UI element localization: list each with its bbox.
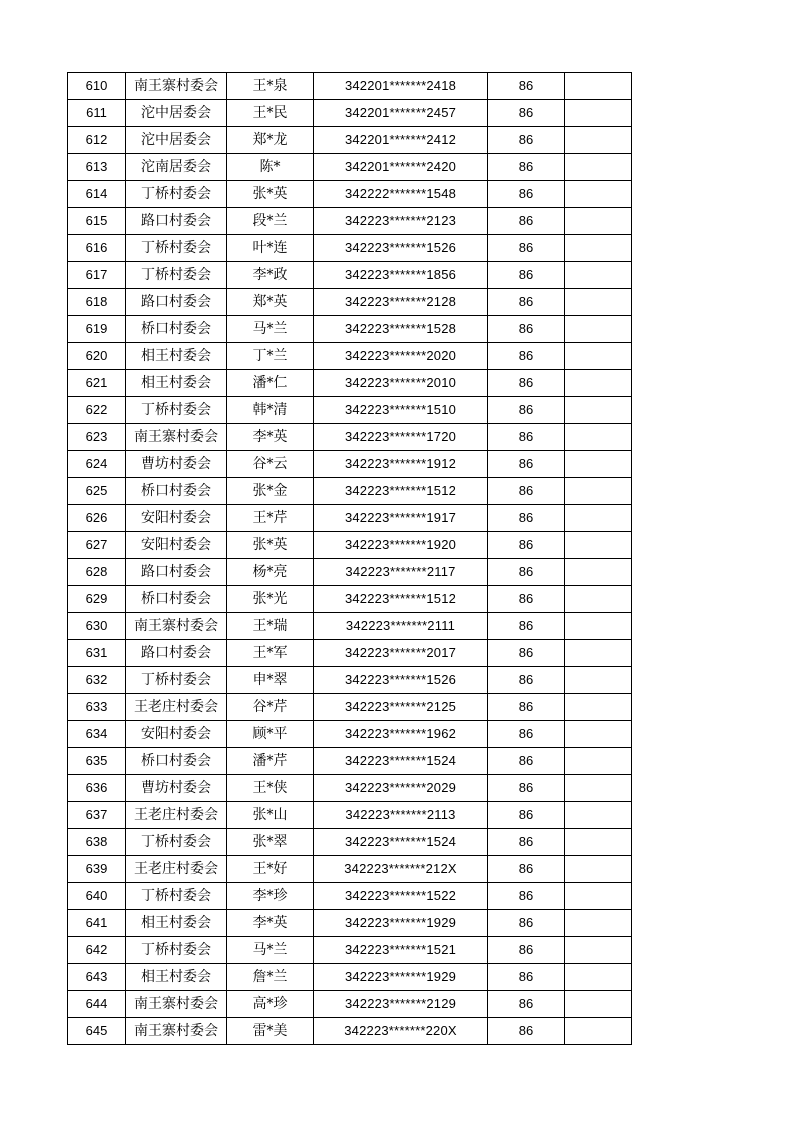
row-number-cell: 611 bbox=[68, 100, 126, 127]
village-committee-cell: 相王村委会 bbox=[126, 964, 227, 991]
amount-cell: 86 bbox=[488, 829, 565, 856]
id-number-cell: 342223*******220X bbox=[314, 1018, 488, 1045]
amount-cell: 86 bbox=[488, 262, 565, 289]
person-name-cell: 詹*兰 bbox=[227, 964, 314, 991]
village-committee-cell: 曹坊村委会 bbox=[126, 451, 227, 478]
village-committee-cell: 相王村委会 bbox=[126, 343, 227, 370]
table-row bbox=[68, 532, 632, 559]
person-name-cell: 王*侠 bbox=[227, 775, 314, 802]
id-number-cell: 342223*******1929 bbox=[314, 964, 488, 991]
village-committee-cell: 沱中居委会 bbox=[126, 100, 227, 127]
village-committee-cell: 王老庄村委会 bbox=[126, 856, 227, 883]
id-number-cell: 342223*******1521 bbox=[314, 937, 488, 964]
id-number-cell: 342201*******2457 bbox=[314, 100, 488, 127]
amount-cell: 86 bbox=[488, 505, 565, 532]
village-committee-cell: 丁桥村委会 bbox=[126, 937, 227, 964]
table-row bbox=[68, 559, 632, 586]
row-number-cell: 639 bbox=[68, 856, 126, 883]
note-cell bbox=[565, 289, 632, 316]
village-committee-cell: 安阳村委会 bbox=[126, 505, 227, 532]
id-number-cell: 342223*******1526 bbox=[314, 667, 488, 694]
note-cell bbox=[565, 883, 632, 910]
person-name-cell: 张*金 bbox=[227, 478, 314, 505]
village-committee-cell: 安阳村委会 bbox=[126, 721, 227, 748]
note-cell bbox=[565, 208, 632, 235]
village-committee-cell: 桥口村委会 bbox=[126, 586, 227, 613]
table-row bbox=[68, 937, 632, 964]
amount-cell: 86 bbox=[488, 775, 565, 802]
row-number-cell: 627 bbox=[68, 532, 126, 559]
table-row bbox=[68, 73, 632, 100]
row-number-cell: 642 bbox=[68, 937, 126, 964]
note-cell bbox=[565, 856, 632, 883]
amount-cell: 86 bbox=[488, 397, 565, 424]
note-cell bbox=[565, 316, 632, 343]
row-number-cell: 644 bbox=[68, 991, 126, 1018]
note-cell bbox=[565, 694, 632, 721]
amount-cell: 86 bbox=[488, 586, 565, 613]
row-number-cell: 637 bbox=[68, 802, 126, 829]
amount-cell: 86 bbox=[488, 289, 565, 316]
table-row bbox=[68, 289, 632, 316]
village-committee-cell: 曹坊村委会 bbox=[126, 775, 227, 802]
village-committee-cell: 丁桥村委会 bbox=[126, 667, 227, 694]
note-cell bbox=[565, 748, 632, 775]
table-row bbox=[68, 181, 632, 208]
id-number-cell: 342223*******1524 bbox=[314, 748, 488, 775]
village-committee-cell: 安阳村委会 bbox=[126, 532, 227, 559]
id-number-cell: 342223*******2123 bbox=[314, 208, 488, 235]
village-committee-cell: 丁桥村委会 bbox=[126, 883, 227, 910]
person-name-cell: 郑*龙 bbox=[227, 127, 314, 154]
village-committee-cell: 路口村委会 bbox=[126, 559, 227, 586]
id-number-cell: 342223*******1917 bbox=[314, 505, 488, 532]
amount-cell: 86 bbox=[488, 100, 565, 127]
table-row bbox=[68, 667, 632, 694]
table-row bbox=[68, 451, 632, 478]
row-number-cell: 635 bbox=[68, 748, 126, 775]
person-name-cell: 潘*仁 bbox=[227, 370, 314, 397]
table-row bbox=[68, 316, 632, 343]
table-row bbox=[68, 640, 632, 667]
amount-cell: 86 bbox=[488, 559, 565, 586]
note-cell bbox=[565, 964, 632, 991]
note-cell bbox=[565, 505, 632, 532]
person-name-cell: 高*珍 bbox=[227, 991, 314, 1018]
table-row bbox=[68, 1018, 632, 1045]
row-number-cell: 640 bbox=[68, 883, 126, 910]
village-committee-cell: 路口村委会 bbox=[126, 208, 227, 235]
note-cell bbox=[565, 1018, 632, 1045]
table-row bbox=[68, 964, 632, 991]
row-number-cell: 625 bbox=[68, 478, 126, 505]
amount-cell: 86 bbox=[488, 1018, 565, 1045]
person-name-cell: 李*珍 bbox=[227, 883, 314, 910]
id-number-cell: 342223*******1720 bbox=[314, 424, 488, 451]
row-number-cell: 630 bbox=[68, 613, 126, 640]
person-name-cell: 马*兰 bbox=[227, 316, 314, 343]
row-number-cell: 617 bbox=[68, 262, 126, 289]
note-cell bbox=[565, 262, 632, 289]
village-committee-cell: 沱南居委会 bbox=[126, 154, 227, 181]
village-committee-cell: 丁桥村委会 bbox=[126, 235, 227, 262]
table-row bbox=[68, 424, 632, 451]
table-row bbox=[68, 694, 632, 721]
note-cell bbox=[565, 613, 632, 640]
row-number-cell: 645 bbox=[68, 1018, 126, 1045]
village-committee-cell: 相王村委会 bbox=[126, 370, 227, 397]
id-number-cell: 342223*******1510 bbox=[314, 397, 488, 424]
id-number-cell: 342201*******2412 bbox=[314, 127, 488, 154]
amount-cell: 86 bbox=[488, 424, 565, 451]
row-number-cell: 622 bbox=[68, 397, 126, 424]
amount-cell: 86 bbox=[488, 856, 565, 883]
note-cell bbox=[565, 370, 632, 397]
id-number-cell: 342223*******1512 bbox=[314, 478, 488, 505]
table-row bbox=[68, 883, 632, 910]
note-cell bbox=[565, 721, 632, 748]
note-cell bbox=[565, 775, 632, 802]
roster-table-body bbox=[68, 73, 632, 1045]
id-number-cell: 342223*******2111 bbox=[314, 613, 488, 640]
row-number-cell: 629 bbox=[68, 586, 126, 613]
table-row bbox=[68, 613, 632, 640]
row-number-cell: 615 bbox=[68, 208, 126, 235]
note-cell bbox=[565, 640, 632, 667]
table-row bbox=[68, 910, 632, 937]
amount-cell: 86 bbox=[488, 991, 565, 1018]
note-cell bbox=[565, 829, 632, 856]
id-number-cell: 342223*******1522 bbox=[314, 883, 488, 910]
note-cell bbox=[565, 127, 632, 154]
village-committee-cell: 王老庄村委会 bbox=[126, 694, 227, 721]
person-name-cell: 王*泉 bbox=[227, 73, 314, 100]
amount-cell: 86 bbox=[488, 316, 565, 343]
note-cell bbox=[565, 451, 632, 478]
id-number-cell: 342223*******212X bbox=[314, 856, 488, 883]
note-cell bbox=[565, 343, 632, 370]
village-committee-cell: 桥口村委会 bbox=[126, 478, 227, 505]
row-number-cell: 612 bbox=[68, 127, 126, 154]
table-row bbox=[68, 721, 632, 748]
table-row bbox=[68, 100, 632, 127]
amount-cell: 86 bbox=[488, 802, 565, 829]
id-number-cell: 342223*******1528 bbox=[314, 316, 488, 343]
row-number-cell: 616 bbox=[68, 235, 126, 262]
table-row bbox=[68, 262, 632, 289]
amount-cell: 86 bbox=[488, 883, 565, 910]
table-row bbox=[68, 370, 632, 397]
id-number-cell: 342223*******1856 bbox=[314, 262, 488, 289]
person-name-cell: 谷*云 bbox=[227, 451, 314, 478]
row-number-cell: 633 bbox=[68, 694, 126, 721]
id-number-cell: 342223*******1920 bbox=[314, 532, 488, 559]
row-number-cell: 628 bbox=[68, 559, 126, 586]
row-number-cell: 623 bbox=[68, 424, 126, 451]
amount-cell: 86 bbox=[488, 370, 565, 397]
amount-cell: 86 bbox=[488, 532, 565, 559]
person-name-cell: 张*光 bbox=[227, 586, 314, 613]
amount-cell: 86 bbox=[488, 910, 565, 937]
amount-cell: 86 bbox=[488, 73, 565, 100]
person-name-cell: 李*英 bbox=[227, 424, 314, 451]
id-number-cell: 342223*******2020 bbox=[314, 343, 488, 370]
person-name-cell: 韩*清 bbox=[227, 397, 314, 424]
amount-cell: 86 bbox=[488, 937, 565, 964]
person-name-cell: 顾*平 bbox=[227, 721, 314, 748]
amount-cell: 86 bbox=[488, 667, 565, 694]
person-name-cell: 马*兰 bbox=[227, 937, 314, 964]
note-cell bbox=[565, 532, 632, 559]
table-row bbox=[68, 856, 632, 883]
person-name-cell: 杨*亮 bbox=[227, 559, 314, 586]
person-name-cell: 王*民 bbox=[227, 100, 314, 127]
row-number-cell: 613 bbox=[68, 154, 126, 181]
row-number-cell: 626 bbox=[68, 505, 126, 532]
person-name-cell: 张*翠 bbox=[227, 829, 314, 856]
person-name-cell: 王*芹 bbox=[227, 505, 314, 532]
person-name-cell: 王*瑞 bbox=[227, 613, 314, 640]
note-cell bbox=[565, 397, 632, 424]
amount-cell: 86 bbox=[488, 181, 565, 208]
person-name-cell: 段*兰 bbox=[227, 208, 314, 235]
row-number-cell: 620 bbox=[68, 343, 126, 370]
amount-cell: 86 bbox=[488, 343, 565, 370]
person-name-cell: 丁*兰 bbox=[227, 343, 314, 370]
row-number-cell: 618 bbox=[68, 289, 126, 316]
person-name-cell: 王*军 bbox=[227, 640, 314, 667]
table-row bbox=[68, 991, 632, 1018]
note-cell bbox=[565, 100, 632, 127]
village-committee-cell: 南王寨村委会 bbox=[126, 613, 227, 640]
note-cell bbox=[565, 802, 632, 829]
person-name-cell: 王*好 bbox=[227, 856, 314, 883]
row-number-cell: 632 bbox=[68, 667, 126, 694]
row-number-cell: 610 bbox=[68, 73, 126, 100]
id-number-cell: 342223*******2125 bbox=[314, 694, 488, 721]
table-row bbox=[68, 505, 632, 532]
id-number-cell: 342222*******1548 bbox=[314, 181, 488, 208]
row-number-cell: 643 bbox=[68, 964, 126, 991]
table-row bbox=[68, 343, 632, 370]
note-cell bbox=[565, 991, 632, 1018]
amount-cell: 86 bbox=[488, 964, 565, 991]
row-number-cell: 624 bbox=[68, 451, 126, 478]
table-row bbox=[68, 127, 632, 154]
table-row bbox=[68, 775, 632, 802]
id-number-cell: 342223*******2017 bbox=[314, 640, 488, 667]
note-cell bbox=[565, 667, 632, 694]
id-number-cell: 342223*******1929 bbox=[314, 910, 488, 937]
person-name-cell: 郑*英 bbox=[227, 289, 314, 316]
table-row bbox=[68, 208, 632, 235]
village-committee-cell: 南王寨村委会 bbox=[126, 73, 227, 100]
village-committee-cell: 南王寨村委会 bbox=[126, 424, 227, 451]
amount-cell: 86 bbox=[488, 451, 565, 478]
amount-cell: 86 bbox=[488, 748, 565, 775]
id-number-cell: 342223*******2117 bbox=[314, 559, 488, 586]
table-row bbox=[68, 235, 632, 262]
id-number-cell: 342223*******2029 bbox=[314, 775, 488, 802]
roster-table bbox=[67, 72, 632, 1045]
amount-cell: 86 bbox=[488, 154, 565, 181]
village-committee-cell: 沱中居委会 bbox=[126, 127, 227, 154]
id-number-cell: 342201*******2418 bbox=[314, 73, 488, 100]
note-cell bbox=[565, 586, 632, 613]
table-row bbox=[68, 478, 632, 505]
id-number-cell: 342223*******2129 bbox=[314, 991, 488, 1018]
row-number-cell: 636 bbox=[68, 775, 126, 802]
person-name-cell: 张*山 bbox=[227, 802, 314, 829]
row-number-cell: 631 bbox=[68, 640, 126, 667]
note-cell bbox=[565, 910, 632, 937]
note-cell bbox=[565, 559, 632, 586]
person-name-cell: 潘*芹 bbox=[227, 748, 314, 775]
person-name-cell: 张*英 bbox=[227, 181, 314, 208]
id-number-cell: 342223*******2010 bbox=[314, 370, 488, 397]
person-name-cell: 张*英 bbox=[227, 532, 314, 559]
table-row bbox=[68, 802, 632, 829]
id-number-cell: 342223*******1912 bbox=[314, 451, 488, 478]
person-name-cell: 李*英 bbox=[227, 910, 314, 937]
amount-cell: 86 bbox=[488, 127, 565, 154]
note-cell bbox=[565, 937, 632, 964]
note-cell bbox=[565, 154, 632, 181]
row-number-cell: 614 bbox=[68, 181, 126, 208]
id-number-cell: 342223*******1512 bbox=[314, 586, 488, 613]
note-cell bbox=[565, 181, 632, 208]
village-committee-cell: 路口村委会 bbox=[126, 289, 227, 316]
person-name-cell: 雷*美 bbox=[227, 1018, 314, 1045]
row-number-cell: 634 bbox=[68, 721, 126, 748]
person-name-cell: 陈* bbox=[227, 154, 314, 181]
table-row bbox=[68, 586, 632, 613]
id-number-cell: 342223*******1526 bbox=[314, 235, 488, 262]
village-committee-cell: 丁桥村委会 bbox=[126, 397, 227, 424]
row-number-cell: 641 bbox=[68, 910, 126, 937]
row-number-cell: 619 bbox=[68, 316, 126, 343]
id-number-cell: 342223*******1962 bbox=[314, 721, 488, 748]
person-name-cell: 谷*芹 bbox=[227, 694, 314, 721]
amount-cell: 86 bbox=[488, 235, 565, 262]
id-number-cell: 342223*******2128 bbox=[314, 289, 488, 316]
village-committee-cell: 桥口村委会 bbox=[126, 748, 227, 775]
table-row bbox=[68, 397, 632, 424]
village-committee-cell: 桥口村委会 bbox=[126, 316, 227, 343]
id-number-cell: 342223*******1524 bbox=[314, 829, 488, 856]
village-committee-cell: 南王寨村委会 bbox=[126, 1018, 227, 1045]
village-committee-cell: 相王村委会 bbox=[126, 910, 227, 937]
note-cell bbox=[565, 73, 632, 100]
table-row bbox=[68, 154, 632, 181]
amount-cell: 86 bbox=[488, 694, 565, 721]
table-row bbox=[68, 829, 632, 856]
note-cell bbox=[565, 235, 632, 262]
id-number-cell: 342223*******2113 bbox=[314, 802, 488, 829]
id-number-cell: 342201*******2420 bbox=[314, 154, 488, 181]
amount-cell: 86 bbox=[488, 721, 565, 748]
village-committee-cell: 丁桥村委会 bbox=[126, 262, 227, 289]
amount-cell: 86 bbox=[488, 478, 565, 505]
table-row bbox=[68, 748, 632, 775]
row-number-cell: 621 bbox=[68, 370, 126, 397]
village-committee-cell: 路口村委会 bbox=[126, 640, 227, 667]
amount-cell: 86 bbox=[488, 640, 565, 667]
person-name-cell: 申*翠 bbox=[227, 667, 314, 694]
amount-cell: 86 bbox=[488, 208, 565, 235]
row-number-cell: 638 bbox=[68, 829, 126, 856]
note-cell bbox=[565, 478, 632, 505]
village-committee-cell: 丁桥村委会 bbox=[126, 181, 227, 208]
person-name-cell: 叶*连 bbox=[227, 235, 314, 262]
village-committee-cell: 王老庄村委会 bbox=[126, 802, 227, 829]
village-committee-cell: 南王寨村委会 bbox=[126, 991, 227, 1018]
village-committee-cell: 丁桥村委会 bbox=[126, 829, 227, 856]
note-cell bbox=[565, 424, 632, 451]
person-name-cell: 李*政 bbox=[227, 262, 314, 289]
amount-cell: 86 bbox=[488, 613, 565, 640]
